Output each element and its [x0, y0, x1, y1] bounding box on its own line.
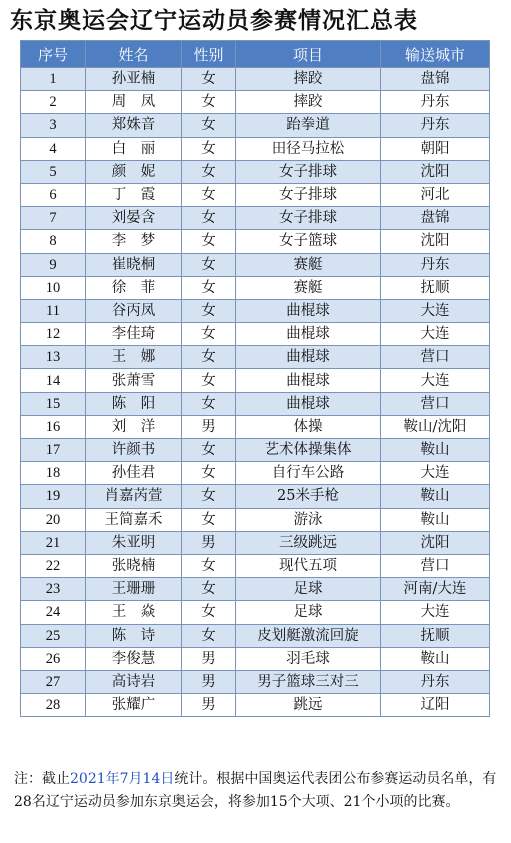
cell-event: 跆拳道	[236, 114, 381, 137]
cell-event: 曲棍球	[236, 299, 381, 322]
cell-city: 丹东	[381, 670, 490, 693]
cell-index: 7	[21, 207, 86, 230]
column-header-gender: 性别	[182, 41, 236, 68]
cell-event: 女子排球	[236, 160, 381, 183]
cell-gender: 女	[182, 323, 236, 346]
cell-index: 24	[21, 601, 86, 624]
table-row	[21, 276, 490, 299]
cell-event: 艺术体操集体	[236, 439, 381, 462]
cell-index: 6	[21, 183, 86, 206]
cell-city: 大连	[381, 601, 490, 624]
cell-city: 鞍山	[381, 485, 490, 508]
table-row	[21, 392, 490, 415]
cell-event: 摔跤	[236, 91, 381, 114]
page-title: 东京奥运会辽宁运动员参赛情况汇总表	[10, 7, 418, 34]
cell-name: 李佳琦	[86, 323, 182, 346]
table-row	[21, 68, 490, 91]
cell-name: 王简嘉禾	[86, 508, 182, 531]
table-row	[21, 183, 490, 206]
cell-name: 王 娜	[86, 346, 182, 369]
cell-gender: 女	[182, 137, 236, 160]
cell-name: 张萧雪	[86, 369, 182, 392]
cell-index: 26	[21, 647, 86, 670]
cell-name: 孙佳君	[86, 462, 182, 485]
cell-gender: 女	[182, 299, 236, 322]
cell-index: 18	[21, 462, 86, 485]
cell-name: 颜 妮	[86, 160, 182, 183]
column-header-name: 姓名	[86, 41, 182, 68]
cell-gender: 女	[182, 207, 236, 230]
cell-gender: 女	[182, 554, 236, 577]
athletes-table	[20, 40, 490, 717]
table-row	[21, 91, 490, 114]
cell-event: 赛艇	[236, 253, 381, 276]
cell-index: 13	[21, 346, 86, 369]
cell-city: 盘锦	[381, 207, 490, 230]
table-row	[21, 415, 490, 438]
cell-name: 许颜书	[86, 439, 182, 462]
cell-name: 孙亚楠	[86, 68, 182, 91]
cell-index: 3	[21, 114, 86, 137]
cell-event: 女子排球	[236, 183, 381, 206]
cell-index: 20	[21, 508, 86, 531]
cell-gender: 女	[182, 485, 236, 508]
cell-name: 王珊珊	[86, 578, 182, 601]
cell-city: 沈阳	[381, 160, 490, 183]
cell-event: 体操	[236, 415, 381, 438]
cell-name: 丁 霞	[86, 183, 182, 206]
cell-index: 9	[21, 253, 86, 276]
cell-index: 11	[21, 299, 86, 322]
table-row	[21, 531, 490, 554]
table-row	[21, 647, 490, 670]
cell-city: 沈阳	[381, 531, 490, 554]
cell-gender: 男	[182, 531, 236, 554]
cell-city: 鞍山	[381, 439, 490, 462]
cell-city: 营口	[381, 554, 490, 577]
cell-name: 陈 诗	[86, 624, 182, 647]
cell-gender: 女	[182, 276, 236, 299]
cell-name: 张耀广	[86, 694, 182, 717]
cell-gender: 女	[182, 230, 236, 253]
cell-city: 朝阳	[381, 137, 490, 160]
cell-city: 辽阳	[381, 694, 490, 717]
cell-event: 现代五项	[236, 554, 381, 577]
cell-index: 28	[21, 694, 86, 717]
cell-city: 营口	[381, 392, 490, 415]
cell-gender: 女	[182, 91, 236, 114]
cell-gender: 女	[182, 369, 236, 392]
cell-gender: 女	[182, 253, 236, 276]
table-row	[21, 160, 490, 183]
cell-event: 曲棍球	[236, 346, 381, 369]
cell-gender: 女	[182, 392, 236, 415]
cell-index: 1	[21, 68, 86, 91]
table-row	[21, 114, 490, 137]
cell-event: 自行车公路	[236, 462, 381, 485]
column-header-index: 序号	[21, 41, 86, 68]
cell-event: 跳远	[236, 694, 381, 717]
cell-event: 摔跤	[236, 68, 381, 91]
cell-index: 14	[21, 369, 86, 392]
cell-event: 游泳	[236, 508, 381, 531]
footnote-date: 2021年7月14日	[70, 771, 175, 787]
cell-event: 皮划艇激流回旋	[236, 624, 381, 647]
cell-name: 陈 阳	[86, 392, 182, 415]
cell-city: 丹东	[381, 253, 490, 276]
table-header-row	[21, 41, 490, 68]
cell-name: 周 凤	[86, 91, 182, 114]
cell-event: 女子篮球	[236, 230, 381, 253]
cell-index: 5	[21, 160, 86, 183]
cell-gender: 女	[182, 462, 236, 485]
cell-name: 刘 洋	[86, 415, 182, 438]
table-row	[21, 323, 490, 346]
column-header-event: 项目	[236, 41, 381, 68]
cell-name: 高诗岩	[86, 670, 182, 693]
cell-city: 鞍山/沈阳	[381, 415, 490, 438]
cell-gender: 女	[182, 160, 236, 183]
cell-gender: 女	[182, 624, 236, 647]
cell-gender: 男	[182, 670, 236, 693]
cell-gender: 女	[182, 68, 236, 91]
cell-city: 丹东	[381, 114, 490, 137]
cell-name: 崔晓桐	[86, 253, 182, 276]
cell-city: 营口	[381, 346, 490, 369]
cell-name: 谷丙凤	[86, 299, 182, 322]
table-row	[21, 253, 490, 276]
cell-city: 盘锦	[381, 68, 490, 91]
cell-index: 16	[21, 415, 86, 438]
cell-index: 21	[21, 531, 86, 554]
column-header-city: 输送城市	[381, 41, 490, 68]
cell-event: 足球	[236, 601, 381, 624]
footnote-text: 统计。根据中国奥运代表团公布参赛运动员名单，有28名辽宁运动员参加东京奥运会，将参加15个大项、21个小项的比赛。	[14, 771, 497, 810]
cell-city: 大连	[381, 323, 490, 346]
table-row	[21, 462, 490, 485]
cell-event: 男子篮球三对三	[236, 670, 381, 693]
cell-gender: 女	[182, 601, 236, 624]
cell-gender: 男	[182, 415, 236, 438]
table-row	[21, 554, 490, 577]
cell-index: 8	[21, 230, 86, 253]
cell-name: 徐 菲	[86, 276, 182, 299]
cell-index: 25	[21, 624, 86, 647]
table-row	[21, 508, 490, 531]
cell-gender: 女	[182, 183, 236, 206]
cell-city: 沈阳	[381, 230, 490, 253]
cell-gender: 女	[182, 114, 236, 137]
table-row	[21, 624, 490, 647]
cell-event: 田径马拉松	[236, 137, 381, 160]
cell-gender: 女	[182, 439, 236, 462]
cell-index: 2	[21, 91, 86, 114]
cell-city: 大连	[381, 462, 490, 485]
cell-city: 抚顺	[381, 624, 490, 647]
cell-gender: 女	[182, 578, 236, 601]
cell-index: 12	[21, 323, 86, 346]
cell-city: 丹东	[381, 91, 490, 114]
table-row	[21, 230, 490, 253]
cell-index: 23	[21, 578, 86, 601]
cell-event: 羽毛球	[236, 647, 381, 670]
cell-name: 李 梦	[86, 230, 182, 253]
table-row	[21, 670, 490, 693]
table-row	[21, 601, 490, 624]
cell-event: 三级跳远	[236, 531, 381, 554]
footnote-prefix: 注：截止	[14, 771, 70, 787]
cell-name: 郑姝音	[86, 114, 182, 137]
table-row	[21, 207, 490, 230]
cell-event: 女子排球	[236, 207, 381, 230]
cell-index: 22	[21, 554, 86, 577]
table-row	[21, 299, 490, 322]
cell-city: 河南/大连	[381, 578, 490, 601]
cell-gender: 女	[182, 508, 236, 531]
cell-index: 4	[21, 137, 86, 160]
table-row	[21, 346, 490, 369]
cell-city: 抚顺	[381, 276, 490, 299]
cell-name: 白 丽	[86, 137, 182, 160]
table-row	[21, 485, 490, 508]
cell-index: 17	[21, 439, 86, 462]
cell-city: 大连	[381, 369, 490, 392]
cell-name: 李俊慧	[86, 647, 182, 670]
table-row	[21, 578, 490, 601]
cell-city: 大连	[381, 299, 490, 322]
cell-name: 王 焱	[86, 601, 182, 624]
cell-name: 刘晏含	[86, 207, 182, 230]
table-row	[21, 439, 490, 462]
cell-city: 河北	[381, 183, 490, 206]
table-row	[21, 137, 490, 160]
table-row	[21, 694, 490, 717]
cell-name: 朱亚明	[86, 531, 182, 554]
cell-city: 鞍山	[381, 508, 490, 531]
cell-gender: 男	[182, 647, 236, 670]
cell-event: 足球	[236, 578, 381, 601]
cell-event: 曲棍球	[236, 392, 381, 415]
cell-name: 张晓楠	[86, 554, 182, 577]
cell-event: 赛艇	[236, 276, 381, 299]
cell-event: 25米手枪	[236, 485, 381, 508]
cell-name: 肖嘉芮萱	[86, 485, 182, 508]
cell-city: 鞍山	[381, 647, 490, 670]
cell-event: 曲棍球	[236, 323, 381, 346]
cell-event: 曲棍球	[236, 369, 381, 392]
cell-index: 19	[21, 485, 86, 508]
table-row	[21, 369, 490, 392]
cell-gender: 女	[182, 346, 236, 369]
footnote	[14, 768, 502, 814]
cell-gender: 男	[182, 694, 236, 717]
cell-index: 27	[21, 670, 86, 693]
cell-index: 10	[21, 276, 86, 299]
cell-index: 15	[21, 392, 86, 415]
table-body	[21, 68, 490, 717]
